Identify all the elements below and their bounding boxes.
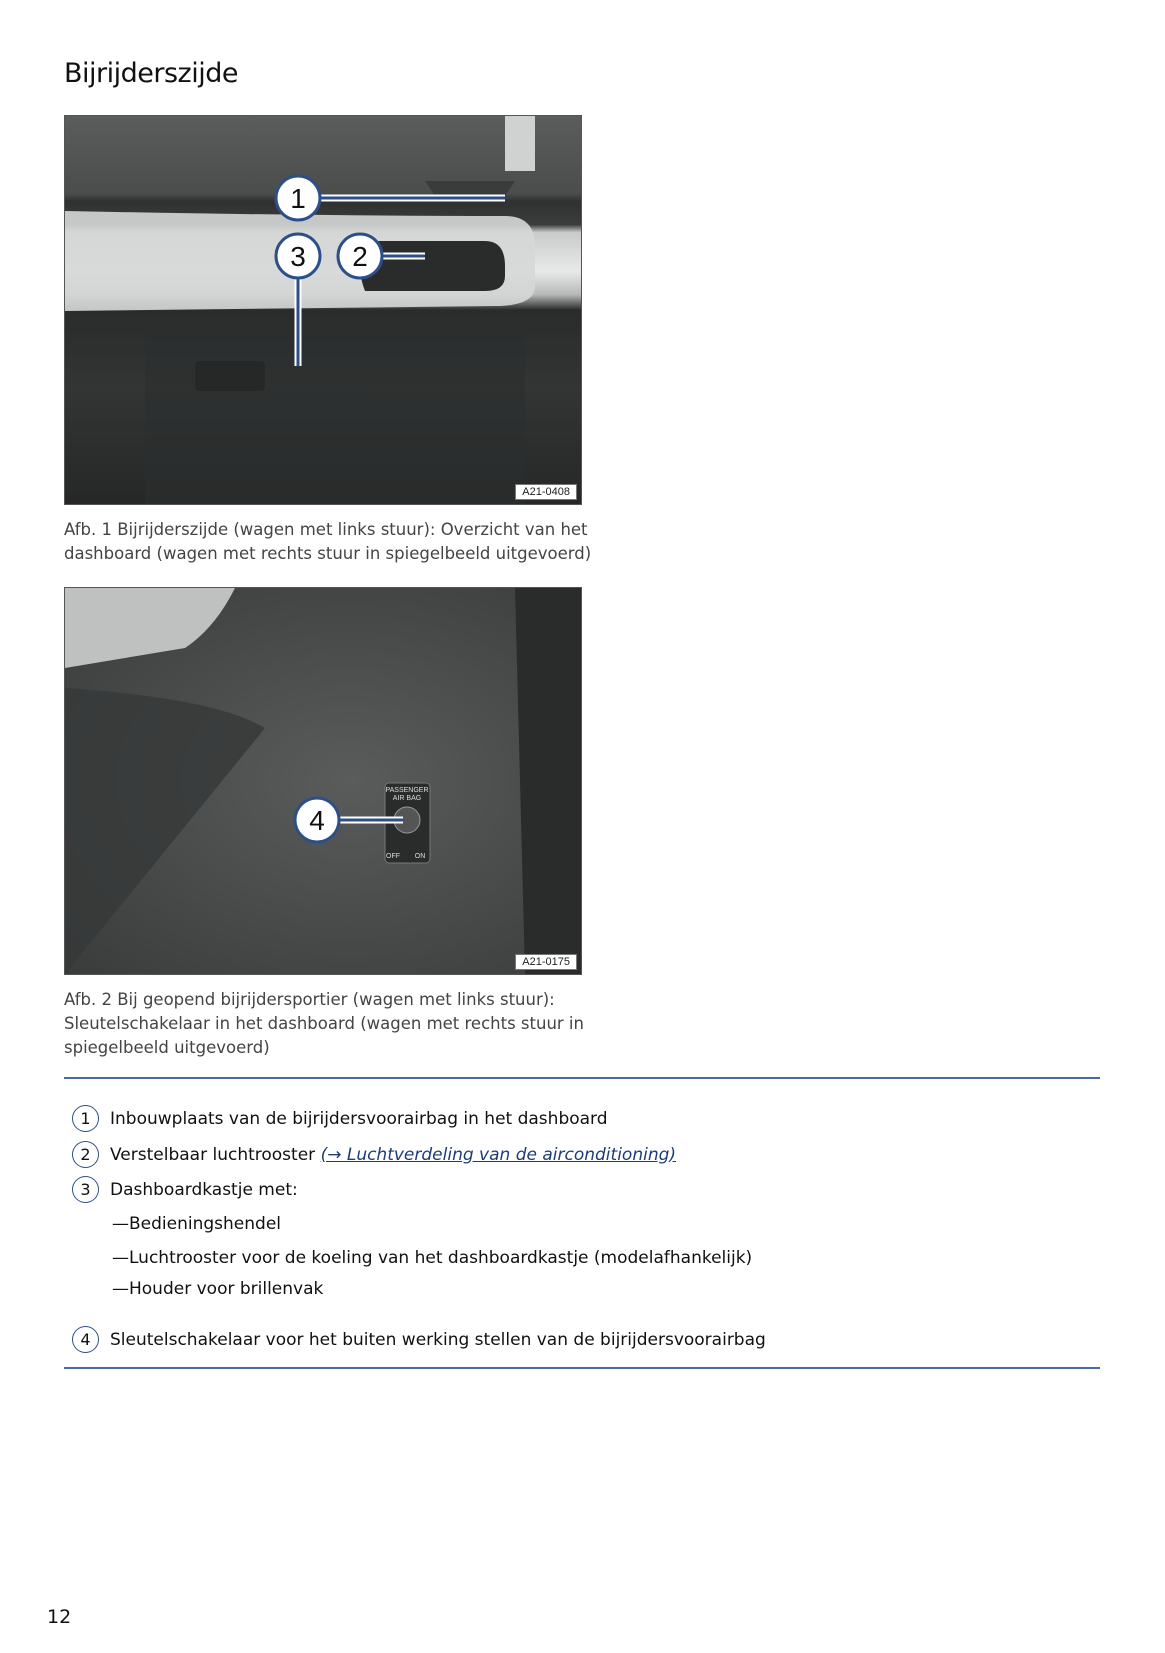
number-badge: 4	[72, 1326, 99, 1353]
legend-item-1	[72, 1105, 608, 1132]
callout-3: 3	[290, 241, 306, 272]
number-badge: 1	[72, 1105, 99, 1132]
figure-id: A21-0175	[515, 954, 577, 970]
figure-2-caption: Afb. 2 Bij geopend bijrijdersportier (wagen met links stuur): Sleutelschakelaar in het dashboard (wagen met rechts stuur in spiegelbeeld uitgevoerd)	[64, 990, 584, 1057]
sub-item: —Luchtrooster voor de koeling van het dashboardkastje (modelafhankelijk)	[112, 1248, 753, 1268]
key-switch-illustration	[65, 588, 581, 974]
divider-bottom	[64, 1367, 1100, 1369]
callout-4: 4	[309, 805, 325, 836]
legend-text: Verstelbaar luchtrooster	[110, 1144, 321, 1165]
legend-item-2	[72, 1141, 676, 1168]
sub-item: —Houder voor brillenvak	[112, 1279, 324, 1299]
sub-item: —Bedieningshendel	[112, 1214, 281, 1234]
dashboard-illustration	[65, 116, 581, 504]
switch-on-label: ON	[414, 853, 426, 860]
legend-item-4	[72, 1326, 766, 1353]
number-badge: 3	[72, 1176, 99, 1203]
figure-1-caption: Afb. 1 Bijrijderszijde (wagen met links stuur): Overzicht van het dashboard (wagen met rechts stuur in spiegelbeeld uitgevoerd)	[64, 520, 592, 563]
switch-label: PASSENGER	[385, 787, 429, 794]
callout-2: 2	[352, 241, 368, 272]
page-title: Bijrijderszijde	[64, 58, 238, 89]
callout-1: 1	[290, 183, 306, 214]
legend-item-3	[72, 1176, 298, 1203]
figure-key-switch	[64, 587, 582, 975]
number-badge: 2	[72, 1141, 99, 1168]
airconditioning-link[interactable]: (→ Luchtverdeling van de airconditioning)	[320, 1144, 677, 1165]
switch-off-label: OFF	[386, 853, 400, 860]
figure-dashboard-overview	[64, 115, 582, 505]
legend-text: Dashboardkastje met:	[110, 1179, 298, 1200]
figure-id: A21-0408	[515, 484, 577, 500]
legend-text: Inbouwplaats van de bijrijdersvoorairbag in het dashboard	[110, 1108, 608, 1129]
page-number: 12	[47, 1606, 72, 1628]
divider-top	[64, 1077, 1100, 1079]
legend-text: Sleutelschakelaar voor het buiten werking stellen van de bijrijdersvoorairbag	[110, 1329, 766, 1350]
switch-label-2: AIR BAG	[392, 795, 422, 802]
